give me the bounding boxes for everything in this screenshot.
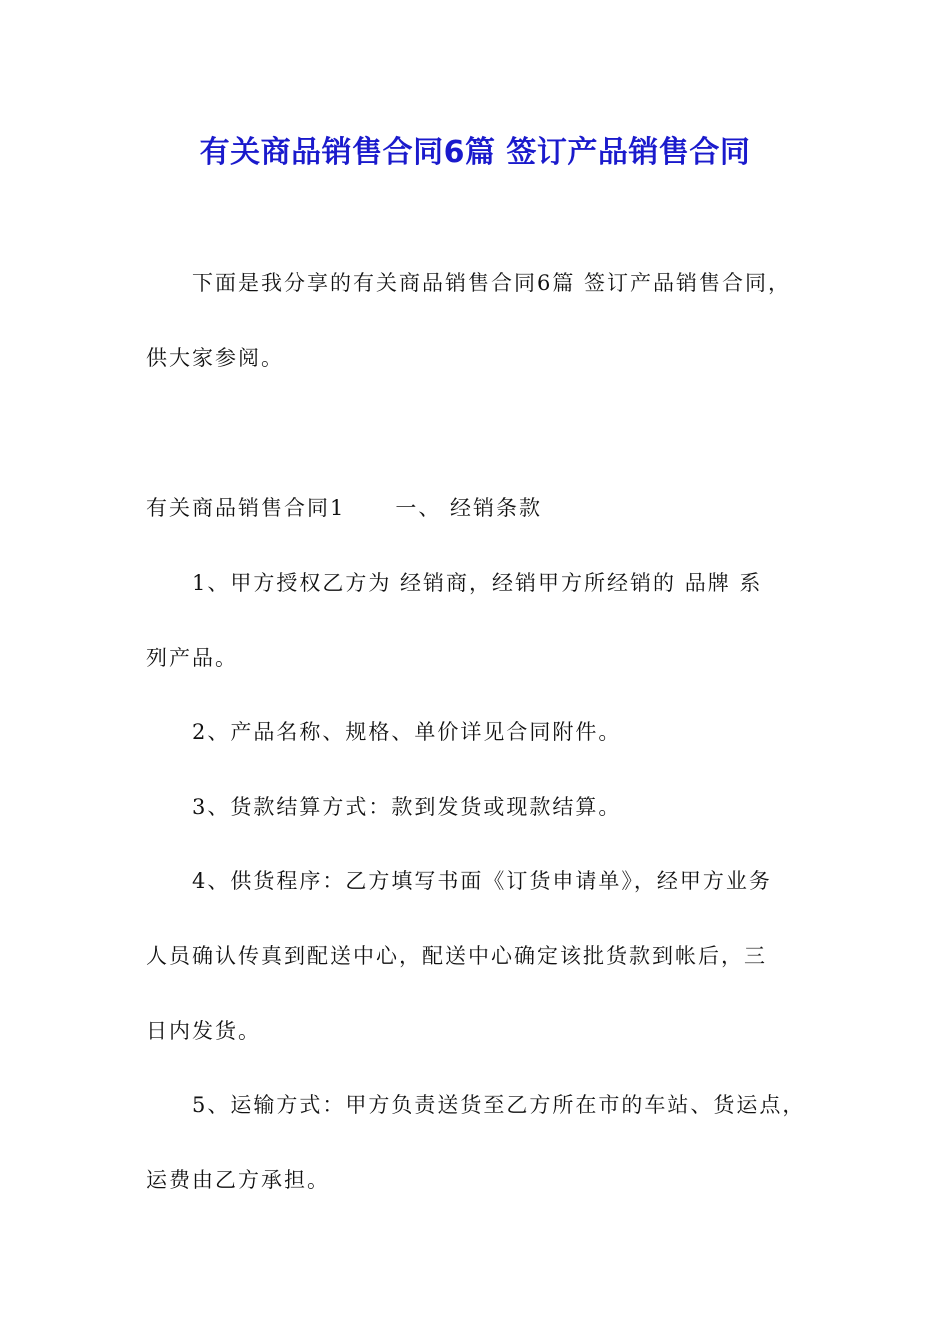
document-title: 有关商品销售合同6篇 签订产品销售合同 — [199, 135, 751, 170]
section-heading — [0, 493, 950, 523]
item-4-line-2: 人员确认传真到配送中心，配送中心确定该批货款到帐后，三 — [146, 944, 767, 968]
item-4-line-3: 日内发货。 — [146, 1019, 261, 1043]
item-5-line-1: 5、运输方式：甲方负责送货至乙方所在市的车站、货运点， — [192, 1093, 806, 1117]
item-1-line-2: 列产品。 — [146, 646, 238, 670]
item-5-line-2: 运费由乙方承担。 — [146, 1168, 330, 1192]
section-heading-title: 有关商品销售合同1 — [146, 496, 346, 520]
item-3: 3、货款结算方式：款到发货或现款结算。 — [192, 795, 622, 819]
item-2: 2、产品名称、规格、单价详见合同附件。 — [192, 720, 622, 744]
section-heading-clause: 一、 经销条款 — [395, 496, 543, 520]
intro-line-1: 下面是我分享的有关商品销售合同6篇 签订产品销售合同， — [192, 271, 792, 295]
intro-line-2: 供大家参阅。 — [146, 346, 284, 370]
item-4-line-1: 4、供货程序：乙方填写书面《订货申请单》，经甲方业务 — [192, 869, 772, 893]
item-1-line-1: 1、甲方授权乙方为 经销商，经销甲方所经销的 品牌 系 — [192, 571, 763, 595]
